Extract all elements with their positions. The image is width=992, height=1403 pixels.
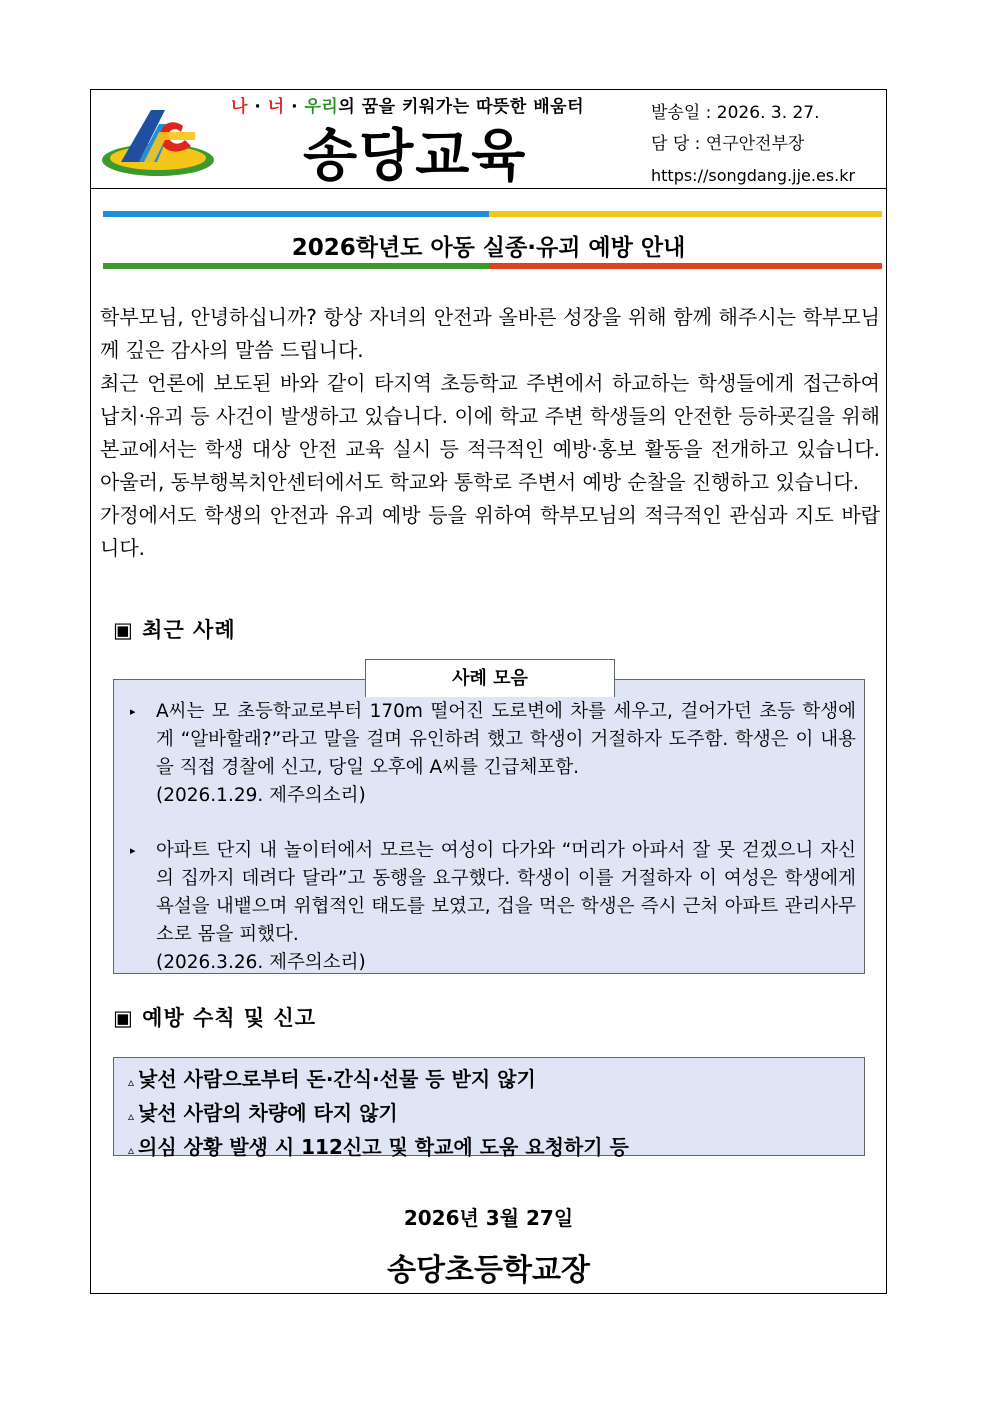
title-bar-bottom-green [103, 263, 489, 269]
section-heading-cases: ▣ 최근 사례 [113, 617, 236, 642]
school-logo [99, 102, 217, 178]
rules-box [113, 1057, 865, 1159]
slogan-na: 나 [231, 97, 248, 117]
slogan-uri: 우리 [304, 97, 339, 117]
slogan-separator: · [291, 97, 299, 117]
masthead-header [91, 90, 886, 189]
case-source: (2026.1.29. 제주의소리) [156, 785, 366, 806]
slogan-rest: 의 꿈을 키워가는 따뜻한 배움터 [338, 97, 585, 117]
rule-text: 의심 상황 발생 시 112신고 및 학교에 도움 요청하기 등 [138, 1135, 629, 1159]
case-text: 아파트 단지 내 놀이터에서 모르는 여성이 다가와 “머리가 아파서 잘 못 걷겠으니 자신의 집까지 데려다 달라”고 동행을 요구했다. 학생이 이를 거절하자 이 여성은 학생에게 욕설을 내뱉으며 위협적인 태도를 보였고, 겁을 먹은 학생은 즉시 근처 아파트 관리사무소로 몸을 피했다. [156, 840, 856, 945]
case-item [130, 698, 856, 810]
case-text: A씨는 모 초등학교로부터 170m 떨어진 도로변에 차를 세우고, 걸어가던 초등 학생에게 “알바할래?”라고 말을 걸며 유인하려 했고 학생이 거절하자 도주함. 학생은 이 내용을 직접 경찰에 신고, 당일 오후에 A씨를 긴급체포함. [156, 701, 856, 778]
intro-paragraph: 학부모님, 안녕하십니까? 항상 자녀의 안전과 올바른 성장을 위해 함께 해주시는 학부모님께 깊은 감사의 말씀 드립니다. [100, 305, 880, 362]
triangle-bullet-icon: ▸ [130, 844, 136, 857]
title-bar-top-yellow [489, 211, 882, 217]
school-url[interactable]: https://songdang.jje.es.kr [651, 166, 856, 185]
rule-item [128, 1098, 864, 1132]
newsletter-frame [90, 89, 887, 1294]
title-bar-bottom-red [489, 263, 882, 269]
case-item [130, 837, 856, 977]
issue-meta [651, 98, 855, 191]
intro-paragraph: 최근 언론에 보도된 바와 같이 타지역 초등학교 주변에서 하교하는 학생들에게 접근하여 납치·유괴 등 사건이 발생하고 있습니다. 이에 학교 주변 학생들의 안전한 등하굣길을 위해 본교에서는 학생 대상 안전 교육 실시 등 적극적인 예방·홍보 활동을 전개하고 있습니다. 아울러, 동부행복치안센터에서도 학교와 통학로 주변서 예방 순찰을 진행하고 있습니다. [100, 371, 880, 494]
case-box-label: 사례 모음 [365, 659, 615, 697]
triangle-icon: ▵ [128, 1075, 135, 1089]
case-source: (2026.3.26. 제주의소리) [156, 952, 366, 973]
title-bar-top-blue [103, 211, 489, 217]
triangle-icon: ▵ [128, 1109, 135, 1123]
rule-text: 낯선 사람으로부터 돈·간식·선물 등 받지 않기 [138, 1067, 536, 1091]
rule-item [128, 1064, 864, 1098]
document-title: 2026학년도 아동 실종·유괴 예방 안내 [291, 235, 686, 261]
masthead-title: 송당교육 [303, 123, 528, 189]
slogan-separator: · [254, 97, 262, 117]
issue-date: 발송일 : 2026. 3. 27. [651, 103, 820, 123]
slogan-neo: 너 [267, 97, 285, 117]
intro-text [100, 301, 880, 565]
department: 담 당 : 연구안전부장 [651, 134, 805, 154]
rule-item [128, 1132, 864, 1166]
footer-signer: 송당초등학교장 [387, 1253, 590, 1288]
rule-text: 낯선 사람의 차량에 타지 않기 [138, 1101, 398, 1125]
triangle-icon: ▵ [128, 1143, 135, 1157]
triangle-bullet-icon: ▸ [130, 705, 136, 718]
case-box [113, 679, 865, 974]
footer-date: 2026년 3월 27일 [403, 1206, 574, 1230]
section-heading-rules: ▣ 예방 수칙 및 신고 [113, 1005, 317, 1030]
intro-paragraph: 가정에서도 학생의 안전과 유괴 예방 등을 위하여 학부모님의 적극적인 관심과 지도 바랍니다. [100, 503, 880, 560]
